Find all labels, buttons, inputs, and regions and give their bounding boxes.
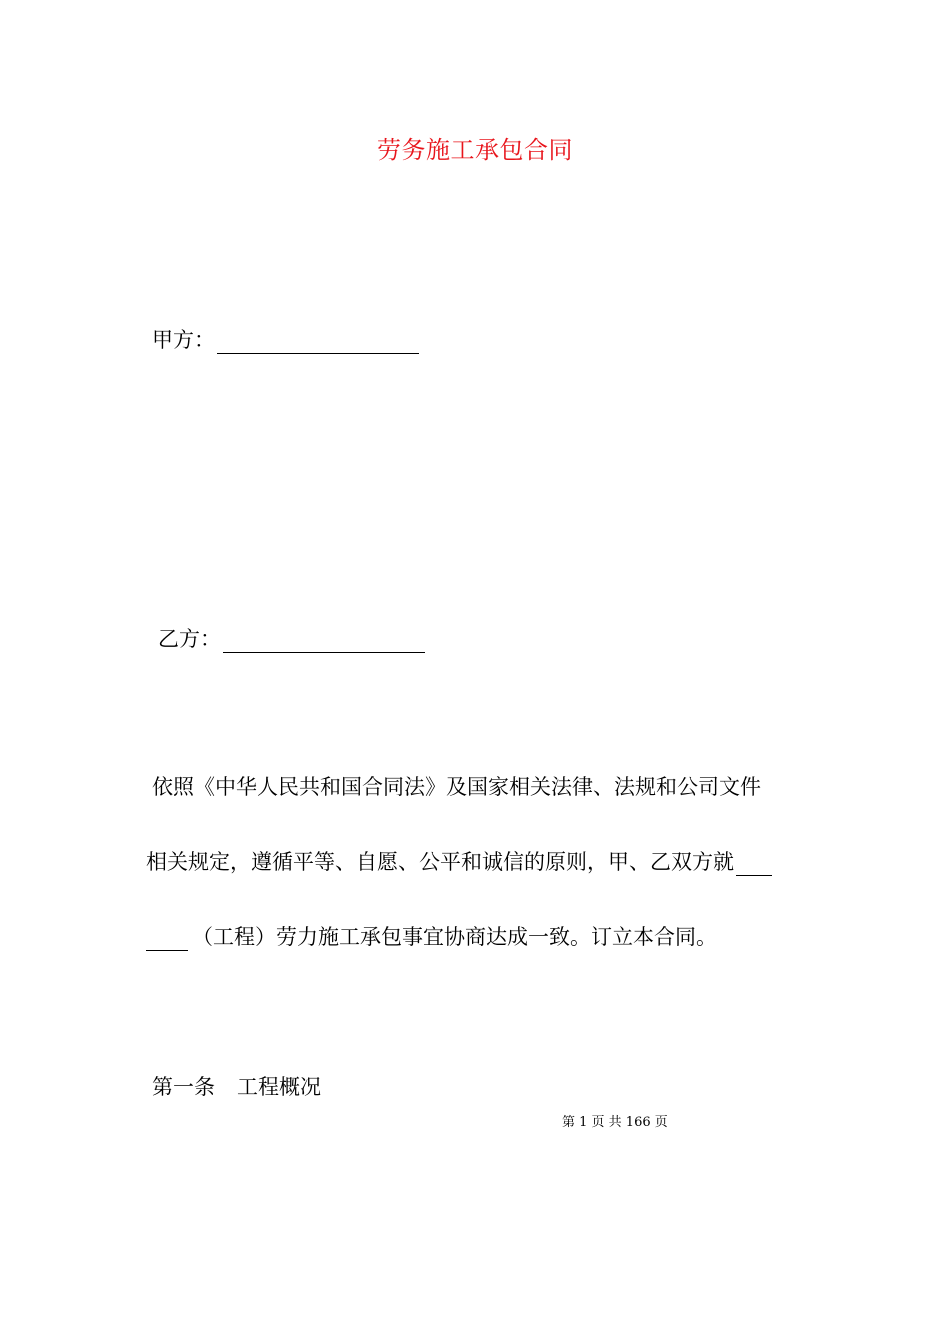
paragraph-line-1: 依照《中华人民共和国合同法》及国家相关法律、法规和公司文件 (152, 775, 761, 799)
article-1-heading (152, 1073, 321, 1101)
party-b-label: 乙方： (158, 627, 221, 651)
party-a-blank (217, 329, 419, 354)
party-a-line (152, 326, 419, 354)
paragraph-line-2-text: 相关规定，遵循平等、自愿、公平和诚信的原则，甲、乙双方就 (146, 850, 734, 874)
party-a-label: 甲方： (152, 328, 215, 352)
article-number: 第一条 (152, 1075, 215, 1099)
paragraph-line-2 (146, 848, 772, 876)
article-title: 工程概况 (237, 1075, 321, 1099)
project-name-blank-end (736, 853, 772, 876)
paragraph-line-3-text: （工程）劳力施工承包事宜协商达成一致。订立本合同。 (192, 925, 717, 949)
project-name-blank-start (146, 928, 188, 951)
page-number-footer: 第 1 页 共 166 页 (562, 1115, 668, 1130)
contract-title: 劳务施工承包合同 (377, 136, 573, 164)
party-b-blank (223, 628, 425, 653)
paragraph-line-3 (146, 923, 717, 951)
party-b-line (158, 625, 425, 653)
